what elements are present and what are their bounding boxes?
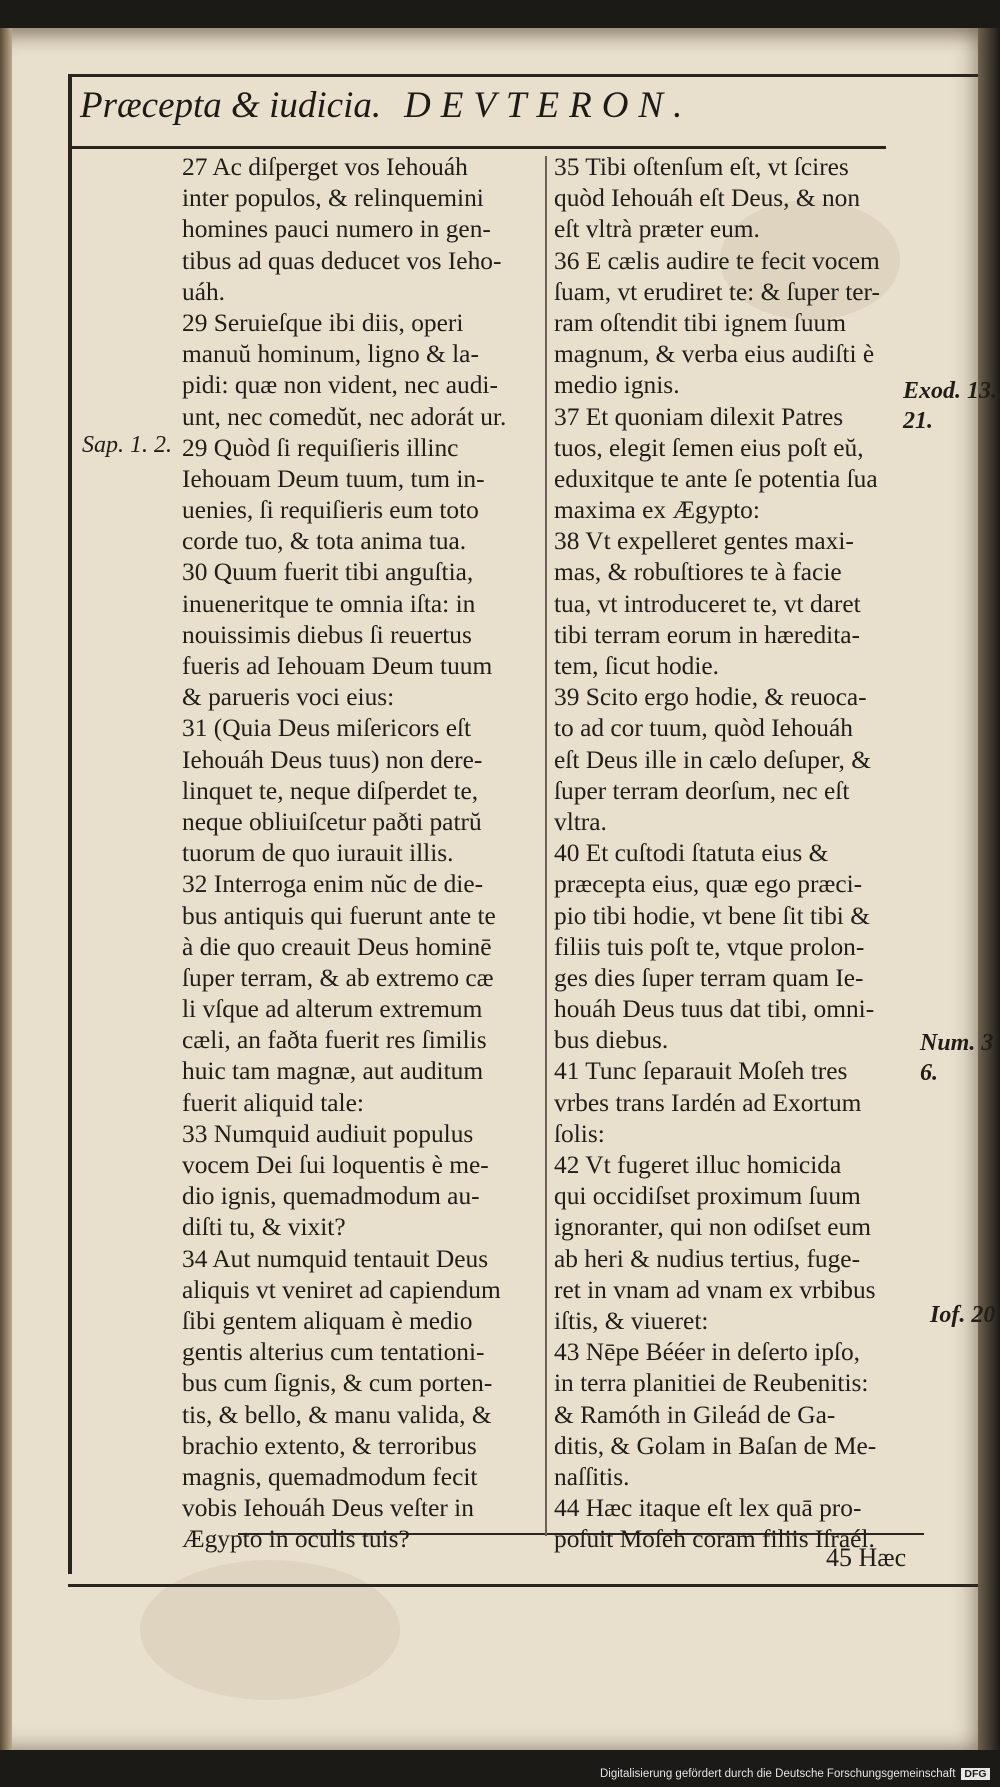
text-line: ditis, & Golam in Baſan de Me- bbox=[554, 1431, 877, 1460]
text-line: to ad cor tuum, quòd Iehouáh bbox=[554, 714, 853, 743]
running-title: Præcepta & iudicia. bbox=[80, 85, 382, 126]
text-line: tis, & bello, & manu valida, & bbox=[182, 1400, 492, 1429]
text-line: ignoranter, qui non odiſset eum bbox=[554, 1213, 872, 1242]
frame-top-rule bbox=[68, 74, 978, 77]
left-text-column bbox=[182, 152, 564, 1555]
text-line: vobis Iehouáh Deus veſter in bbox=[182, 1494, 474, 1523]
text-line: ſuper terram, & ab extremo cæ bbox=[182, 963, 494, 992]
text-line: vltra. bbox=[554, 807, 607, 836]
text-line: 41 Tunc ſeparauit Moſeh tres bbox=[554, 1057, 848, 1086]
text-line: & Ramóth in Gileád de Ga- bbox=[554, 1400, 836, 1429]
text-line: Iehouáh Deus tuus) non dere- bbox=[182, 745, 483, 774]
text-line: mas, & robuſtiores te à facie bbox=[554, 558, 842, 587]
text-line: naſſitis. bbox=[554, 1462, 630, 1491]
page-left-edge bbox=[0, 28, 12, 1750]
text-line: 42 Vt fugeret illuc homicida bbox=[554, 1151, 842, 1179]
text-line: dio ignis, quemadmodum au- bbox=[182, 1182, 480, 1211]
frame-bottom-rule bbox=[68, 1584, 978, 1587]
text-line: neque obliuiſcetur paðti patrŭ bbox=[182, 807, 482, 836]
text-line: 37 Et quoniam dilexit Patres bbox=[554, 402, 844, 431]
text-line: li vſque ad alterum extremum bbox=[182, 995, 483, 1024]
text-line: ſuper terram deorſum, nec eſt bbox=[554, 776, 850, 805]
text-line: 29 Quòd ſi requiſieris illinc bbox=[182, 433, 459, 462]
text-line: 38 Vt expelleret gentes maxi- bbox=[554, 527, 854, 556]
text-line: poſuit Moſeh coram filiis Iſraél. bbox=[554, 1525, 875, 1554]
text-line: quòd Iehouáh eſt Deus, & non bbox=[554, 184, 861, 213]
text-line: filiis tuis poſt te, vtque prolon- bbox=[554, 932, 865, 961]
text-line: à die quo creauit Deus hominē bbox=[182, 932, 492, 961]
text-line: iſtis, & viueret: bbox=[554, 1306, 709, 1335]
text-line: corde tuo, & tota anima tua. bbox=[182, 527, 467, 556]
text-line: bus cum ſignis, & cum porten- bbox=[182, 1369, 493, 1398]
text-line: nouissimis diebus ſi reuertus bbox=[182, 620, 472, 649]
text-line: eſt vltrà præter eum. bbox=[554, 215, 760, 244]
text-line: ſuam, vt erudiret te: & ſuper ter- bbox=[554, 277, 880, 306]
book-binding-shadow bbox=[978, 28, 1000, 1750]
text-line: eſt Deus ille in cælo deſuper, & bbox=[554, 745, 871, 774]
text-line: tibi terram eorum in hæredita- bbox=[554, 620, 861, 649]
text-line: 29 Seruieſque ibi diis, operi bbox=[182, 308, 464, 337]
text-line: vocem Dei ſui loquentis è me- bbox=[182, 1151, 489, 1179]
text-line: ab heri & nudius tertius, fuge- bbox=[554, 1244, 861, 1273]
text-line: homines pauci numero in gen- bbox=[182, 215, 491, 244]
text-line: Iehouam Deum tuum, tum in- bbox=[182, 464, 485, 493]
text-line: in terra planitiei de Reubenitis: bbox=[554, 1369, 869, 1398]
dfg-logo: DFG bbox=[961, 1768, 989, 1780]
text-line: 43 Nēpe Bééer in deſerto ipſo, bbox=[554, 1338, 860, 1367]
text-line: fuerit aliquid tale: bbox=[182, 1088, 364, 1117]
running-book-title: DEVTERON. bbox=[404, 85, 693, 126]
text-line: 40 Et cuſtodi ſtatuta eius & bbox=[554, 839, 829, 868]
text-line: diſti tu, & vixit? bbox=[182, 1213, 346, 1242]
text-line: aliquis vt veniret ad capiendum bbox=[182, 1275, 501, 1304]
text-line: huic tam magnæ, aut auditum bbox=[182, 1057, 484, 1086]
text-line: tuos, elegit ſemen eius poſt eŭ, bbox=[554, 433, 864, 462]
text-line: eduxitque te ante ſe potentia ſua bbox=[554, 464, 878, 493]
margin-note-num: Num. 3 bbox=[920, 1030, 994, 1056]
right-text-column bbox=[554, 152, 916, 1555]
text-line: ram oſtendit tibi ignem ſuum bbox=[554, 308, 846, 337]
text-line: 31 (Quia Deus miſericors eſt bbox=[182, 714, 472, 743]
text-line: medio ignis. bbox=[554, 371, 680, 400]
text-line: tua, vt introduceret te, vt daret bbox=[554, 589, 861, 618]
frame-left-rule bbox=[68, 74, 72, 1574]
margin-note-sap: Sap. 1. 2. bbox=[82, 432, 172, 458]
text-line: magnis, quemadmodum fecit bbox=[182, 1462, 478, 1491]
text-line: pidi: quæ non vident, nec audi- bbox=[182, 371, 498, 400]
text-line: maxima ex Ægypto: bbox=[554, 496, 760, 525]
paper-stain bbox=[140, 1560, 400, 1700]
text-line: 32 Interroga enim nŭc de die- bbox=[182, 870, 484, 899]
text-line: tuorum de quo iurauit illis. bbox=[182, 839, 454, 868]
text-line: 34 Aut numquid tentauit Deus bbox=[182, 1244, 489, 1273]
text-line: Ægypto in oculis tuis? bbox=[182, 1525, 410, 1554]
text-line: manuŭ hominum, ligno & la- bbox=[182, 340, 479, 369]
text-line: fueris ad Iehouam Deum tuum bbox=[182, 652, 493, 680]
text-line: præcepta eius, quæ ego præci- bbox=[554, 870, 863, 899]
text-line: 36 E cælis audire te fecit vocem bbox=[554, 246, 880, 275]
running-head bbox=[80, 84, 910, 144]
text-line: houáh Deus tuus dat tibi, omni- bbox=[554, 995, 875, 1024]
header-rule bbox=[68, 146, 886, 149]
footer-credit bbox=[600, 1768, 990, 1787]
text-line: 39 Scito ergo hodie, & reuoca- bbox=[554, 683, 867, 712]
text-line: magnum, & verba eius audiſti è bbox=[554, 340, 875, 369]
catchword: 45 Hæc bbox=[826, 1543, 907, 1572]
text-line: tem, ſicut hodie. bbox=[554, 652, 720, 680]
text-line: pio tibi hodie, vt bene ſit tibi & bbox=[554, 901, 870, 930]
margin-note-ios: Iof. 20 bbox=[930, 1302, 996, 1328]
text-line: vrbes trans Iardén ad Exortum bbox=[554, 1088, 862, 1117]
text-line: ret in vnam ad vnam ex vrbibus bbox=[554, 1275, 876, 1304]
text-line: 30 Quum fuerit tibi anguſtia, bbox=[182, 558, 474, 587]
text-line: inter populos, & relinquemini bbox=[182, 184, 484, 213]
text-line: 44 Hæc itaque eſt lex quā pro- bbox=[554, 1494, 862, 1523]
text-line: bus diebus. bbox=[554, 1026, 669, 1055]
text-line: 33 Numquid audiuit populus bbox=[182, 1119, 474, 1148]
text-line: 35 Tibi oſtenſum eſt, vt ſcires bbox=[554, 153, 849, 181]
text-line: cæli, an faðta fuerit res ſimilis bbox=[182, 1026, 487, 1055]
text-line: ſolis: bbox=[554, 1119, 605, 1148]
text-line: linquet te, neque diſperdet te, bbox=[182, 776, 479, 805]
text-line: unt, nec comedŭt, nec adorát ur. bbox=[182, 402, 507, 431]
text-line: brachio extento, & terroribus bbox=[182, 1431, 477, 1460]
text-line: tibus ad quas deducet vos Ieho- bbox=[182, 246, 502, 275]
text-line: inueneritque te omnia iſta: in bbox=[182, 589, 476, 618]
margin-note-exod: Exod. 13. bbox=[903, 378, 998, 404]
text-line: uenies, ſi requiſieris eum toto bbox=[182, 496, 479, 525]
text-line: bus antiquis qui fuerunt ante te bbox=[182, 901, 496, 930]
text-line: 27 Ac diſperget vos Iehouáh bbox=[182, 153, 468, 181]
text-line: ges dies ſuper terram quam Ie- bbox=[554, 963, 864, 992]
text-line: uáh. bbox=[182, 277, 226, 306]
text-line: gentis alterius cum tentationi- bbox=[182, 1338, 485, 1367]
text-line: ſibi gentem aliquam è medio bbox=[182, 1306, 473, 1335]
text-line: & parueris voci eius: bbox=[182, 683, 395, 712]
text-line: qui occidiſset proximum ſuum bbox=[554, 1182, 861, 1211]
margin-note-num-verse: 6. bbox=[920, 1060, 938, 1086]
margin-note-exod-verse: 21. bbox=[903, 408, 933, 434]
footer-text: Digitalisierung gefördert durch die Deutsche Forschungsgemeinschaft bbox=[600, 1768, 956, 1780]
